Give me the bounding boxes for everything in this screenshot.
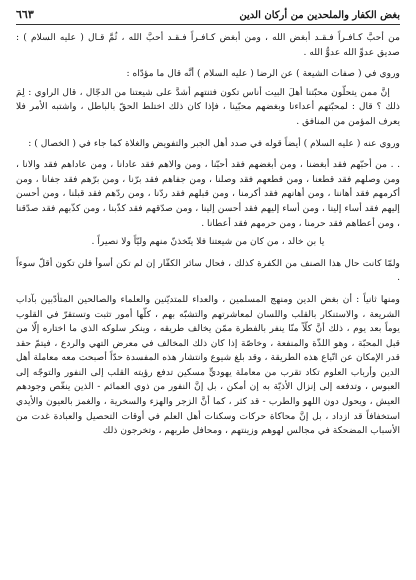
page-number: ٦٦٣ xyxy=(16,8,34,21)
page-body xyxy=(16,31,400,439)
header-title: بغض الكفار والملحدين من أركان الدين xyxy=(239,10,400,21)
paragraph-rida-narration: إنَّ ممن يتحلّون محبّتنا أهلَ البيت أناس تكون فتنتهم أشدَّ على شيعتنا من الدجّال ، قال الراوي : لِمَ ذلك ؟ قال : لمحبّتهم أعداءنا وبغضهم محبّينا ، فإذا كان ذلك اختلط الحقّ بالباطل ، واشتبه الأمر فلا يعرف المؤمن من المنافق . xyxy=(16,86,400,127)
paragraph-hadith-love-hate: من أحبَّ كـافـراً فـقـد أبغض الله ، ومن أبغض كـافـراً فـقـد أحبَّ الله ، ثُمَّ قـال ( عليه السلام ) : صديق عدوِّ الله عدوُّ الله . xyxy=(16,32,400,58)
paragraph-rida-narration-intro: وروي في ( صفات الشيعة ) عن الرضا ( عليه السلام ) أنَّه قال ما مؤدّاه : xyxy=(126,68,400,80)
running-header xyxy=(16,8,400,25)
paragraph-second-point: ومنها ثانياً : أن بغض الدين ومنهج المسلمين ، والعداء للمتديّنين والعلماء والصالحين المتأدّبين بآداب الشريعة ، والاستنكار بالقلب واللسان لمعاشرتهم والتشبّه بهم ، كلّها أمور تثبت وتستقرّ في القلوب يوماً بعد يوم ، ذلك أنَّ كلّاً منّا ينفر بالفطرة ممّن يخالف طريقه ، وينكر سلوكه الذي ما اختاره إلّا من قبل المحبّة ، وهو اللذّة والمنفعة ، وخاصّة إذا كان ذلك المخالف في معرض التهي والردع ، فيتمّ حقد قدر الإمكان عن اتّباع هذه الطريقة ، وقد بلغ شيوع وانتشار هذه المفسدة حدّاً أصبحت معه معاملة أهل الدين وأرباب العلوم تكاد تقرب من معاملة يهوديٍّ مسكين تدفع رؤيته القلب إلى النفور والتوجّه إلى العبوس ، وتدفعه إلى إنزال الأذيّة به إن أمكن ، بل إنَّ النفور من ذوي العمائم - الذين ينغّص وجودهم العيش ، ويحول دون اللهو والطرب - قد كثر ، كما أنَّ الزجر والهزء والسخرية ، والغمز بالعيون والأيدي استخفافاً قد ازداد ، بل إنَّ محاكاة حركات وسكنات أهل العلم في أوقات التحصيل والعبادة غدت من الأسباب المضحكة في مجالس لهوهم وزينتهم ، ومحافل طربهم ، وتخرجون ذلك xyxy=(16,293,400,437)
paragraph-conclusion: ولمّا كانت حال هذا الصنف من الكفرة كذلك ، فحال سائر الكفّار إن لم تكن أسوأ فلن تكون أقلّ سوءاً . xyxy=(16,257,400,284)
paragraph-ibn-khalid: يا بن خالد ، من كان من شيعتنا فلا يتّخذنّ منهم وليّاً ولا نصيراً . xyxy=(91,236,325,248)
paragraph-khisal-intro: وروي عنه ( عليه السلام ) أيضاً قوله في صدد أهل الجبر والتفويض والغلاة كما جاء في ( الخصال ) : xyxy=(28,137,400,149)
paragraph-khisal-quote: . . من أحبّهم فقد أبغضنا ، ومن أبغضهم فقد أحبّنا ، ومن والاهم فقد عادانا ، ومن عاداهم فقد والانا ، ومن وصلهم فقد قطعنا ، ومن قطعهم فقد وصلنا ، ومن جفاهم فقد برّنا ، ومن برّهم فقد جفانا ، ومن أكرمهم فقد أهاننا ، ومن أهانهم فقد أكرمنا ، ومن قبلهم فقد ردّنا ، ومن ردّهم فقد قبلنا ، ومن أحسن إليهم فقد أساء إلينا ، ومن أساء إليهم فقد أحسن إلينا ، ومن صدّقهم فقد كذّبنا ، ومن كذّبهم فقد صدّقنا ، ومن أعطاهم فقد حرمنا ، ومن حرمهم فقد أعطانا . xyxy=(16,159,400,229)
